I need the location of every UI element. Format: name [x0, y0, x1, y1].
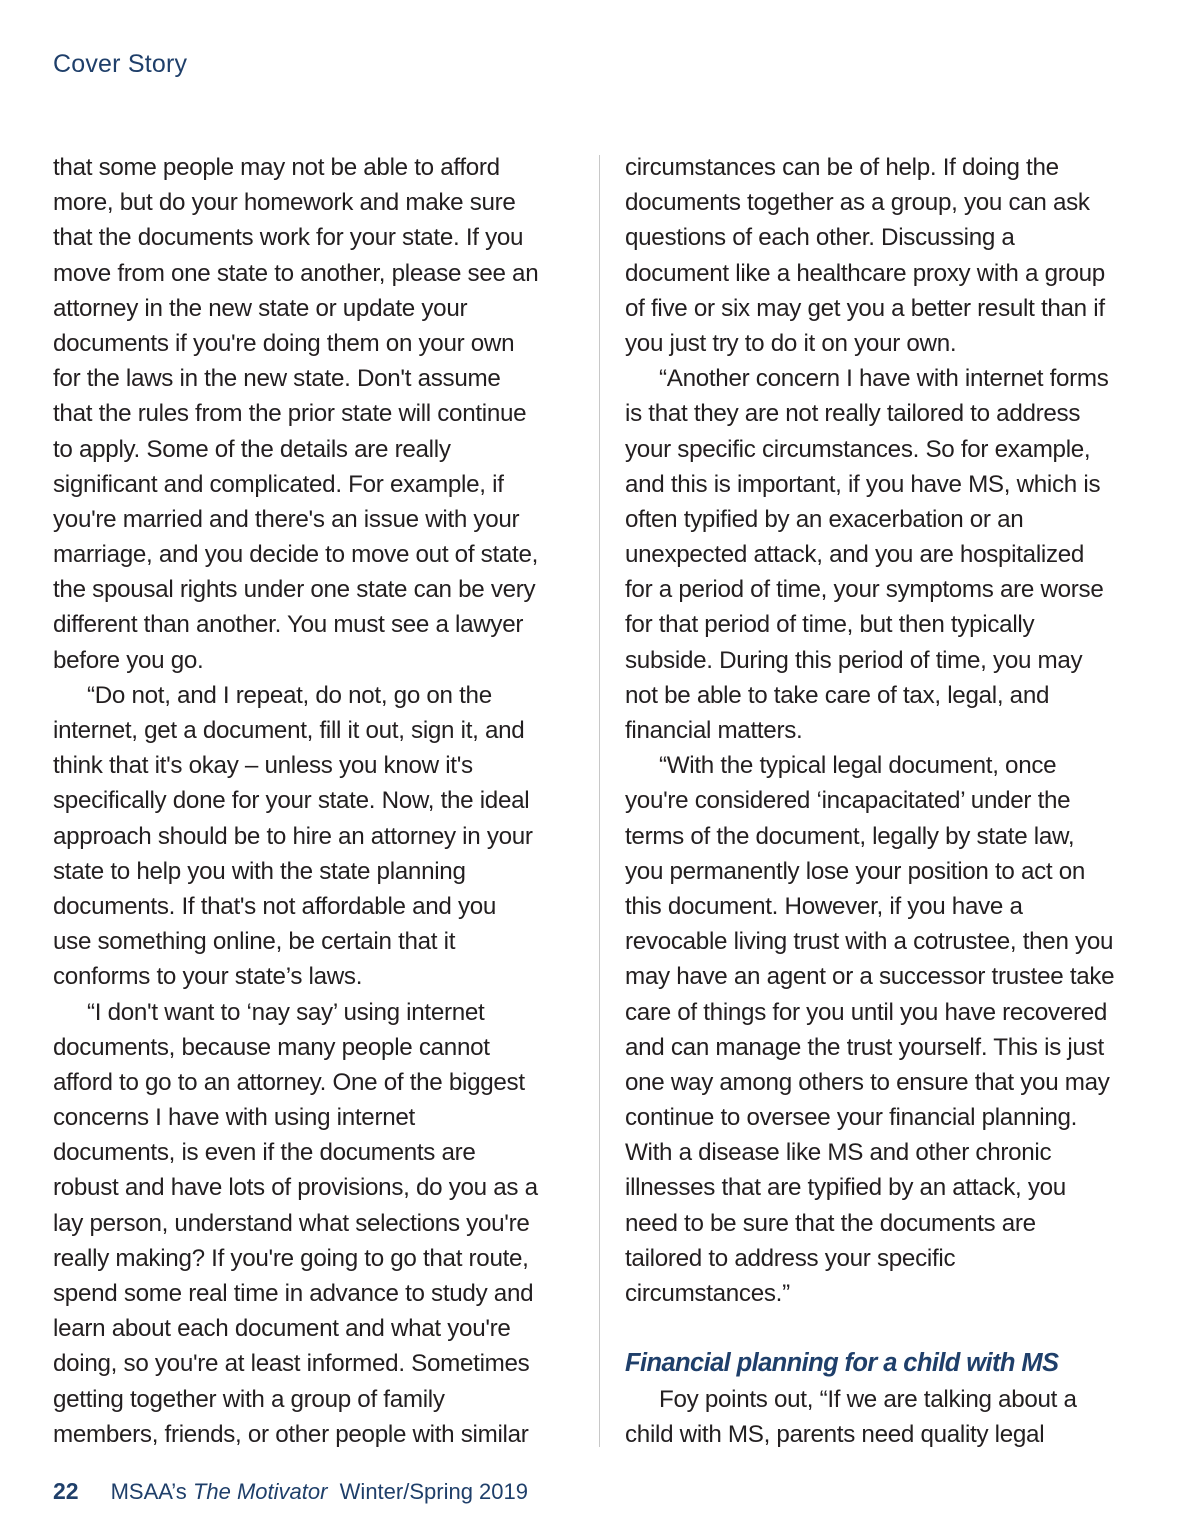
text-line: child with MS, parents need quality legal: [625, 1420, 1045, 1448]
text-line: marriage, and you decide to move out of state,: [53, 541, 539, 569]
text-line: more, but do your homework and make sure: [53, 189, 516, 217]
left-column: [53, 150, 573, 1452]
text-line: questions of each other. Discussing a: [625, 224, 1015, 252]
text-line: documents together as a group, you can ask: [625, 189, 1090, 217]
magazine-title: The Motivator: [192, 1479, 328, 1504]
text-line: documents, because many people cannot: [53, 1033, 490, 1061]
column-divider: [599, 155, 600, 1447]
text-line: care of things for you until you have recovered: [625, 998, 1108, 1026]
text-line: that the rules from the prior state will continue: [53, 400, 527, 428]
text-line: subside. During this period of time, you may: [625, 646, 1083, 674]
text-line: circumstances.”: [625, 1280, 790, 1307]
page-footer: [53, 1478, 528, 1505]
text-line: really making? If you're going to go that route,: [53, 1244, 529, 1272]
publisher-name: MSAA’s: [110, 1479, 187, 1504]
text-line: you just try to do it on your own.: [625, 329, 957, 357]
text-line: conforms to your state’s laws.: [53, 963, 363, 991]
text-line: financial matters.: [625, 717, 803, 744]
right-column: [625, 150, 1153, 1452]
text-line: you're married and there's an issue with your: [53, 505, 520, 533]
text-line: afford to go to an attorney. One of the biggest: [53, 1068, 525, 1096]
text-line: approach should be to hire an attorney in your: [53, 822, 533, 850]
text-line: attorney in the new state or update your: [53, 294, 468, 322]
text-line: for a period of time, your symptoms are worse: [625, 576, 1104, 604]
issue-date: Winter/Spring 2019: [339, 1479, 528, 1504]
text-line: one way among others to ensure that you may: [625, 1068, 1110, 1096]
text-line: you're considered ‘incapacitated’ under the: [625, 787, 1071, 815]
text-line: for the laws in the new state. Don't assume: [53, 365, 501, 393]
text-line: “I don't want to ‘nay say’ using internet: [87, 998, 485, 1026]
text-line: that the documents work for your state. If you: [53, 224, 524, 252]
subheading-text: Financial planning for a child with MS: [625, 1349, 1059, 1378]
text-line: tailored to address your specific: [625, 1244, 956, 1272]
text-line: getting together with a group of family: [53, 1385, 445, 1413]
text-line: the spousal rights under one state can be very: [53, 576, 536, 604]
text-line: of five or six may get you a better result than if: [625, 294, 1105, 322]
text-line: illnesses that are typified by an attack, you: [625, 1174, 1066, 1202]
text-line: members, friends, or other people with similar: [53, 1420, 529, 1448]
text-line: documents, is even if the documents are: [53, 1139, 476, 1167]
text-line: to apply. Some of the details are really: [53, 435, 451, 463]
section-label: Cover Story: [53, 50, 188, 78]
text-line: your specific circumstances. So for example,: [625, 435, 1091, 463]
text-line: internet, get a document, fill it out, sign it, and: [53, 717, 525, 744]
text-line: move from one state to another, please see an: [53, 259, 539, 287]
text-line: lay person, understand what selections you're: [53, 1209, 530, 1237]
text-line: unexpected attack, and you are hospitalized: [625, 541, 1085, 569]
text-line: you permanently lose your position to act on: [625, 857, 1086, 885]
text-line: and this is important, if you have MS, which is: [625, 470, 1101, 498]
text-line: Foy points out, “If we are talking about a: [659, 1385, 1077, 1413]
text-line: spend some real time in advance to study and: [53, 1280, 534, 1307]
text-line: specifically done for your state. Now, the ideal: [53, 787, 530, 815]
text-line: often typified by an exacerbation or an: [625, 505, 1024, 533]
text-line: “Another concern I have with internet forms: [659, 365, 1109, 393]
text-line: document like a healthcare proxy with a group: [625, 259, 1105, 287]
page-number: 22: [53, 1478, 79, 1504]
text-line: state to help you with the state planning: [53, 857, 466, 885]
text-line: documents if you're doing them on your own: [53, 329, 515, 357]
text-line: and can manage the trust yourself. This is just: [625, 1033, 1104, 1061]
text-line: use something online, be certain that it: [53, 928, 456, 956]
text-line: this document. However, if you have a: [625, 892, 1023, 920]
text-line: doing, so you're at least informed. Sometimes: [53, 1350, 530, 1378]
blank-line: [625, 1311, 1153, 1346]
text-line: terms of the document, legally by state law,: [625, 822, 1075, 850]
text-line: is that they are not really tailored to address: [625, 400, 1081, 428]
text-line: significant and complicated. For example, if: [53, 470, 504, 498]
text-line: continue to oversee your financial planning.: [625, 1104, 1078, 1132]
text-line: that some people may not be able to afford: [53, 154, 500, 181]
text-line: With a disease like MS and other chronic: [625, 1139, 1052, 1167]
text-line: documents. If that's not affordable and you: [53, 892, 497, 920]
text-line: learn about each document and what you're: [53, 1315, 511, 1343]
text-line: may have an agent or a successor trustee take: [625, 963, 1115, 991]
text-line: for that period of time, but then typically: [625, 611, 1035, 639]
text-line: “With the typical legal document, once: [659, 752, 1057, 780]
text-line: before you go.: [53, 646, 204, 674]
text-line: think that it's okay – unless you know it's: [53, 752, 473, 780]
text-line: circumstances can be of help. If doing the: [625, 154, 1059, 181]
text-line: not be able to take care of tax, legal, and: [625, 681, 1050, 709]
text-line: “Do not, and I repeat, do not, go on the: [87, 681, 492, 709]
text-line: robust and have lots of provisions, do you as a: [53, 1174, 538, 1202]
section-subheading: [625, 1346, 1153, 1381]
text-line: concerns I have with using internet: [53, 1104, 415, 1132]
text-line: need to be sure that the documents are: [625, 1209, 1036, 1237]
text-line: revocable living trust with a cotrustee, then you: [625, 928, 1114, 956]
text-line: different than another. You must see a lawyer: [53, 611, 524, 639]
